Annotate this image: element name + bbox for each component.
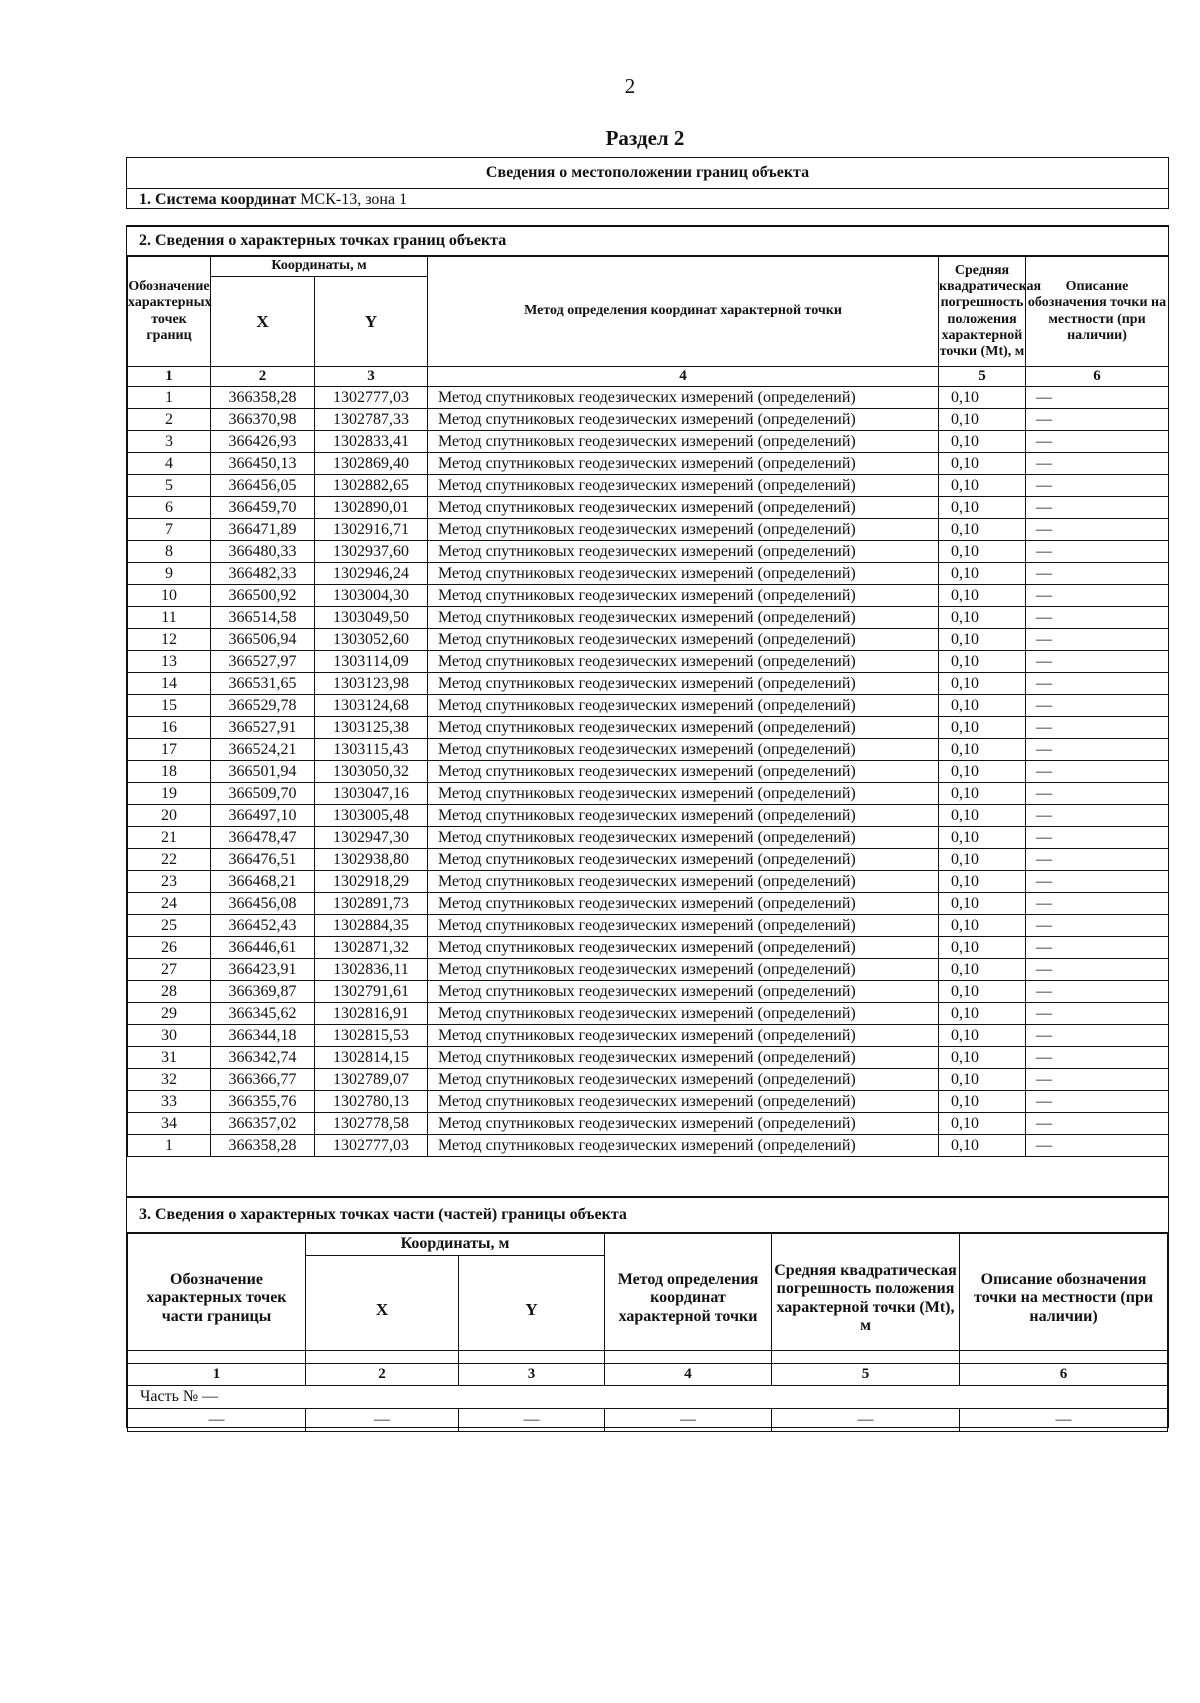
accuracy-cell: 0,10 [939, 1025, 1026, 1047]
method-cell: Метод спутниковых геодезических измерений (определений) [428, 1091, 939, 1113]
part-boundary-title: 3. Сведения о характерных точках части (частей) границы объекта [127, 1198, 1168, 1233]
dash-cell: — [605, 1409, 772, 1432]
header-x: X [211, 277, 315, 367]
coord-y: 1302937,60 [315, 541, 428, 563]
method-cell: Метод спутниковых геодезических измерений (определений) [428, 893, 939, 915]
table-row [128, 673, 1169, 695]
description-cell: — [1026, 475, 1169, 497]
dash-cell: — [960, 1409, 1168, 1432]
coord-x: 366456,05 [211, 475, 315, 497]
col-number: 5 [772, 1364, 960, 1386]
description-cell: — [1026, 1091, 1169, 1113]
point-id: 15 [128, 695, 211, 717]
coord-y: 1303052,60 [315, 629, 428, 651]
part-header-accuracy: Средняя квадратическая погрешность положения характерной точки (Mt), м [772, 1234, 960, 1364]
coord-x: 366527,91 [211, 717, 315, 739]
point-id: 14 [128, 673, 211, 695]
method-cell: Метод спутниковых геодезических измерений (определений) [428, 629, 939, 651]
description-cell: — [1026, 629, 1169, 651]
accuracy-cell: 0,10 [939, 981, 1026, 1003]
coord-y: 1302778,58 [315, 1113, 428, 1135]
coord-x: 366426,93 [211, 431, 315, 453]
coord-x: 366370,98 [211, 409, 315, 431]
coord-y: 1302947,30 [315, 827, 428, 849]
coord-y: 1302777,03 [315, 1135, 428, 1157]
coord-y: 1303114,09 [315, 651, 428, 673]
coord-x: 366476,51 [211, 849, 315, 871]
method-cell: Метод спутниковых геодезических измерений (определений) [428, 1069, 939, 1091]
point-id: 16 [128, 717, 211, 739]
coord-x: 366531,65 [211, 673, 315, 695]
description-cell: — [1026, 585, 1169, 607]
description-cell: — [1026, 431, 1169, 453]
coord-y: 1303125,38 [315, 717, 428, 739]
point-id: 31 [128, 1047, 211, 1069]
point-id: 32 [128, 1069, 211, 1091]
coord-y: 1303115,43 [315, 739, 428, 761]
accuracy-cell: 0,10 [939, 1069, 1026, 1091]
part-header-description: Описание обозначения точки на местности (при наличии) [960, 1234, 1168, 1364]
point-id: 29 [128, 1003, 211, 1025]
point-id: 23 [128, 871, 211, 893]
part-header-x: X [306, 1256, 459, 1364]
coordinate-system-label: 1. Система координат [139, 191, 297, 208]
accuracy-cell: 0,10 [939, 497, 1026, 519]
header-method: Метод определения координат характерной точки [428, 257, 939, 367]
accuracy-cell: 0,10 [939, 453, 1026, 475]
method-cell: Метод спутниковых геодезических измерений (определений) [428, 717, 939, 739]
coord-x: 366482,33 [211, 563, 315, 585]
description-cell: — [1026, 497, 1169, 519]
description-cell: — [1026, 563, 1169, 585]
method-cell: Метод спутниковых геодезических измерений (определений) [428, 805, 939, 827]
point-id: 3 [128, 431, 211, 453]
table-row [128, 519, 1169, 541]
point-id: 34 [128, 1113, 211, 1135]
method-cell: Метод спутниковых геодезических измерений (определений) [428, 915, 939, 937]
coord-x: 366459,70 [211, 497, 315, 519]
coord-y: 1302884,35 [315, 915, 428, 937]
method-cell: Метод спутниковых геодезических измерений (определений) [428, 695, 939, 717]
table-row [128, 959, 1169, 981]
part-header-method: Метод определения координат характерной точки [605, 1234, 772, 1364]
accuracy-cell: 0,10 [939, 607, 1026, 629]
point-id: 7 [128, 519, 211, 541]
table-row [128, 409, 1169, 431]
method-cell: Метод спутниковых геодезических измерений (определений) [428, 541, 939, 563]
description-cell: — [1026, 387, 1169, 409]
accuracy-cell: 0,10 [939, 783, 1026, 805]
coord-x: 366529,78 [211, 695, 315, 717]
coord-x: 366480,33 [211, 541, 315, 563]
coord-y: 1302938,80 [315, 849, 428, 871]
coord-y: 1302869,40 [315, 453, 428, 475]
point-id: 17 [128, 739, 211, 761]
coord-x: 366446,61 [211, 937, 315, 959]
accuracy-cell: 0,10 [939, 739, 1026, 761]
coord-y: 1302890,01 [315, 497, 428, 519]
section-title: Раздел 2 [605, 126, 685, 150]
description-cell: — [1026, 1135, 1169, 1157]
method-cell: Метод спутниковых геодезических измерений (определений) [428, 1135, 939, 1157]
col-number: 2 [306, 1364, 459, 1386]
point-id: 10 [128, 585, 211, 607]
coord-y: 1303005,48 [315, 805, 428, 827]
point-id: 11 [128, 607, 211, 629]
method-cell: Метод спутниковых геодезических измерений (определений) [428, 981, 939, 1003]
col-number: 1 [128, 367, 211, 387]
method-cell: Метод спутниковых геодезических измерений (определений) [428, 519, 939, 541]
accuracy-cell: 0,10 [939, 541, 1026, 563]
coord-y: 1302814,15 [315, 1047, 428, 1069]
coord-y: 1303124,68 [315, 695, 428, 717]
method-cell: Метод спутниковых геодезических измерений (определений) [428, 475, 939, 497]
method-cell: Метод спутниковых геодезических измерений (определений) [428, 497, 939, 519]
dash-cell: — [459, 1409, 605, 1432]
part-column-numbers-row [128, 1364, 1168, 1386]
table-row [128, 431, 1169, 453]
points-table-body [128, 387, 1169, 1157]
accuracy-cell: 0,10 [939, 805, 1026, 827]
table-row [128, 739, 1169, 761]
column-numbers-row [128, 367, 1169, 387]
accuracy-cell: 0,10 [939, 519, 1026, 541]
table-row [128, 1091, 1169, 1113]
col-number: 4 [428, 367, 939, 387]
point-id: 33 [128, 1091, 211, 1113]
table-row [128, 937, 1169, 959]
header-accuracy: Средняя квадратическая погрешность положения характерной точки (Mt), м [939, 257, 1026, 367]
coord-y: 1302836,11 [315, 959, 428, 981]
method-cell: Метод спутниковых геодезических измерений (определений) [428, 761, 939, 783]
accuracy-cell: 0,10 [939, 1047, 1026, 1069]
method-cell: Метод спутниковых геодезических измерений (определений) [428, 563, 939, 585]
point-id: 9 [128, 563, 211, 585]
description-cell: — [1026, 1069, 1169, 1091]
col-number: 6 [960, 1364, 1168, 1386]
coord-x: 366366,77 [211, 1069, 315, 1091]
accuracy-cell: 0,10 [939, 871, 1026, 893]
accuracy-cell: 0,10 [939, 717, 1026, 739]
method-cell: Метод спутниковых геодезических измерений (определений) [428, 1113, 939, 1135]
table-row [128, 1025, 1169, 1047]
description-cell: — [1026, 409, 1169, 431]
description-cell: — [1026, 673, 1169, 695]
point-id: 5 [128, 475, 211, 497]
accuracy-cell: 0,10 [939, 585, 1026, 607]
table-row [128, 629, 1169, 651]
point-id: 12 [128, 629, 211, 651]
point-id: 18 [128, 761, 211, 783]
method-cell: Метод спутниковых геодезических измерений (определений) [428, 585, 939, 607]
coord-y: 1302916,71 [315, 519, 428, 541]
coord-x: 366369,87 [211, 981, 315, 1003]
point-id: 26 [128, 937, 211, 959]
method-cell: Метод спутниковых геодезических измерений (определений) [428, 651, 939, 673]
accuracy-cell: 0,10 [939, 695, 1026, 717]
coord-x: 366357,02 [211, 1113, 315, 1135]
coord-x: 366423,91 [211, 959, 315, 981]
coord-x: 366471,89 [211, 519, 315, 541]
description-cell: — [1026, 453, 1169, 475]
coord-x: 366524,21 [211, 739, 315, 761]
coord-y: 1302918,29 [315, 871, 428, 893]
col-number: 3 [315, 367, 428, 387]
table-row [128, 1135, 1169, 1157]
table-row [128, 717, 1169, 739]
accuracy-cell: 0,10 [939, 475, 1026, 497]
coord-x: 366345,62 [211, 1003, 315, 1025]
table-row [128, 893, 1169, 915]
location-info-title: Сведения о местоположении границ объекта [127, 158, 1168, 189]
description-cell: — [1026, 893, 1169, 915]
boundary-points-title: 2. Сведения о характерных точках границ объекта [127, 227, 1168, 256]
description-cell: — [1026, 519, 1169, 541]
coord-y: 1302833,41 [315, 431, 428, 453]
table-row [128, 497, 1169, 519]
coord-y: 1302789,07 [315, 1069, 428, 1091]
accuracy-cell: 0,10 [939, 849, 1026, 871]
method-cell: Метод спутниковых геодезических измерений (определений) [428, 431, 939, 453]
header-description: Описание обозначения точки на местности (при наличии) [1026, 257, 1169, 367]
accuracy-cell: 0,10 [939, 629, 1026, 651]
table-row [128, 871, 1169, 893]
table-row [128, 695, 1169, 717]
coord-y: 1302815,53 [315, 1025, 428, 1047]
coord-y: 1302946,24 [315, 563, 428, 585]
point-id: 20 [128, 805, 211, 827]
accuracy-cell: 0,10 [939, 673, 1026, 695]
point-id: 13 [128, 651, 211, 673]
table-row [128, 475, 1169, 497]
table-row [128, 827, 1169, 849]
table-row [128, 651, 1169, 673]
point-id: 24 [128, 893, 211, 915]
description-cell: — [1026, 937, 1169, 959]
method-cell: Метод спутниковых геодезических измерений (определений) [428, 387, 939, 409]
description-cell: — [1026, 849, 1169, 871]
accuracy-cell: 0,10 [939, 651, 1026, 673]
accuracy-cell: 0,10 [939, 409, 1026, 431]
coord-x: 366514,58 [211, 607, 315, 629]
boundary-points-table [127, 256, 1169, 1157]
part-label: Часть № — [128, 1386, 1168, 1409]
method-cell: Метод спутниковых геодезических измерений (определений) [428, 849, 939, 871]
col-number: 4 [605, 1364, 772, 1386]
point-id: 4 [128, 453, 211, 475]
description-cell: — [1026, 607, 1169, 629]
part-label-row [128, 1386, 1168, 1409]
coord-x: 366500,92 [211, 585, 315, 607]
accuracy-cell: 0,10 [939, 1113, 1026, 1135]
part-header-coords: Координаты, м [306, 1234, 605, 1256]
accuracy-cell: 0,10 [939, 387, 1026, 409]
method-cell: Метод спутниковых геодезических измерений (определений) [428, 739, 939, 761]
description-cell: — [1026, 1047, 1169, 1069]
table-row [128, 761, 1169, 783]
coord-y: 1303047,16 [315, 783, 428, 805]
coord-x: 366452,43 [211, 915, 315, 937]
accuracy-cell: 0,10 [939, 1135, 1026, 1157]
table-row [128, 585, 1169, 607]
table-row [128, 1003, 1169, 1025]
table-row [128, 607, 1169, 629]
description-cell: — [1026, 1025, 1169, 1047]
method-cell: Метод спутниковых геодезических измерений (определений) [428, 409, 939, 431]
coord-x: 366478,47 [211, 827, 315, 849]
method-cell: Метод спутниковых геодезических измерений (определений) [428, 783, 939, 805]
coord-x: 366355,76 [211, 1091, 315, 1113]
coord-y: 1302891,73 [315, 893, 428, 915]
header-coords: Координаты, м [211, 257, 428, 277]
accuracy-cell: 0,10 [939, 563, 1026, 585]
coord-x: 366358,28 [211, 1135, 315, 1157]
description-cell: — [1026, 695, 1169, 717]
table-row [128, 915, 1169, 937]
description-cell: — [1026, 959, 1169, 981]
point-id: 21 [128, 827, 211, 849]
coord-y: 1303123,98 [315, 673, 428, 695]
method-cell: Метод спутниковых геодезических измерений (определений) [428, 959, 939, 981]
part-header-point: Обозначение характерных точек части границы [128, 1234, 306, 1364]
description-cell: — [1026, 717, 1169, 739]
description-cell: — [1026, 783, 1169, 805]
accuracy-cell: 0,10 [939, 937, 1026, 959]
description-cell: — [1026, 827, 1169, 849]
accuracy-cell: 0,10 [939, 761, 1026, 783]
method-cell: Метод спутниковых геодезических измерений (определений) [428, 1047, 939, 1069]
description-cell: — [1026, 981, 1169, 1003]
point-id: 22 [128, 849, 211, 871]
point-id: 30 [128, 1025, 211, 1047]
coord-y: 1302780,13 [315, 1091, 428, 1113]
table-row [128, 1069, 1169, 1091]
location-info-block [126, 157, 1169, 209]
table-row [128, 783, 1169, 805]
col-number: 5 [939, 367, 1026, 387]
coord-x: 366501,94 [211, 761, 315, 783]
method-cell: Метод спутниковых геодезических измерений (определений) [428, 453, 939, 475]
part-boundary-block [126, 1196, 1169, 1428]
coord-x: 366342,74 [211, 1047, 315, 1069]
header-y: Y [315, 277, 428, 367]
coord-x: 366509,70 [211, 783, 315, 805]
point-id: 6 [128, 497, 211, 519]
description-cell: — [1026, 761, 1169, 783]
accuracy-cell: 0,10 [939, 959, 1026, 981]
coord-x: 366497,10 [211, 805, 315, 827]
description-cell: — [1026, 541, 1169, 563]
point-id: 1 [128, 387, 211, 409]
description-cell: — [1026, 915, 1169, 937]
coord-x: 366468,21 [211, 871, 315, 893]
coord-y: 1302791,61 [315, 981, 428, 1003]
description-cell: — [1026, 805, 1169, 827]
table-row [128, 387, 1169, 409]
method-cell: Метод спутниковых геодезических измерений (определений) [428, 607, 939, 629]
accuracy-cell: 0,10 [939, 893, 1026, 915]
method-cell: Метод спутниковых геодезических измерений (определений) [428, 673, 939, 695]
coord-y: 1302787,33 [315, 409, 428, 431]
boundary-points-block [126, 225, 1169, 1351]
point-id: 1 [128, 1135, 211, 1157]
coord-y: 1302816,91 [315, 1003, 428, 1025]
part-boundary-table [127, 1233, 1168, 1432]
method-cell: Метод спутниковых геодезических измерений (определений) [428, 827, 939, 849]
table-row [128, 563, 1169, 585]
table-row [128, 805, 1169, 827]
point-id: 27 [128, 959, 211, 981]
coord-y: 1303049,50 [315, 607, 428, 629]
coordinate-system-value: МСК-13, зона 1 [296, 191, 408, 208]
description-cell: — [1026, 871, 1169, 893]
coord-y: 1303050,32 [315, 761, 428, 783]
coord-y: 1302777,03 [315, 387, 428, 409]
coordinate-system-row [127, 189, 1168, 211]
table-row [128, 981, 1169, 1003]
accuracy-cell: 0,10 [939, 431, 1026, 453]
point-id: 2 [128, 409, 211, 431]
description-cell: — [1026, 1113, 1169, 1135]
method-cell: Метод спутниковых геодезических измерений (определений) [428, 871, 939, 893]
description-cell: — [1026, 651, 1169, 673]
table-row [128, 453, 1169, 475]
coord-y: 1302882,65 [315, 475, 428, 497]
accuracy-cell: 0,10 [939, 915, 1026, 937]
coord-x: 366527,97 [211, 651, 315, 673]
coord-x: 366358,28 [211, 387, 315, 409]
coord-y: 1302871,32 [315, 937, 428, 959]
part-header-y: Y [459, 1256, 605, 1364]
coord-x: 366450,13 [211, 453, 315, 475]
accuracy-cell: 0,10 [939, 1003, 1026, 1025]
method-cell: Метод спутниковых геодезических измерений (определений) [428, 1003, 939, 1025]
point-id: 28 [128, 981, 211, 1003]
description-cell: — [1026, 739, 1169, 761]
coord-x: 366344,18 [211, 1025, 315, 1047]
coord-x: 366506,94 [211, 629, 315, 651]
accuracy-cell: 0,10 [939, 1091, 1026, 1113]
coord-x: 366456,08 [211, 893, 315, 915]
col-number: 3 [459, 1364, 605, 1386]
header-point: Обозначение характерных точек границ [128, 257, 211, 367]
method-cell: Метод спутниковых геодезических измерений (определений) [428, 1025, 939, 1047]
dash-cell: — [128, 1409, 306, 1432]
point-id: 8 [128, 541, 211, 563]
col-number: 2 [211, 367, 315, 387]
accuracy-cell: 0,10 [939, 827, 1026, 849]
description-cell: — [1026, 1003, 1169, 1025]
point-id: 19 [128, 783, 211, 805]
method-cell: Метод спутниковых геодезических измерений (определений) [428, 937, 939, 959]
part-dash-row [128, 1409, 1168, 1432]
table-row [128, 1113, 1169, 1135]
dash-cell: — [772, 1409, 960, 1432]
dash-cell: — [306, 1409, 459, 1432]
page-number: 2 [624, 74, 636, 98]
table-row [128, 1047, 1169, 1069]
point-id: 25 [128, 915, 211, 937]
col-number: 1 [128, 1364, 306, 1386]
table-row [128, 849, 1169, 871]
col-number: 6 [1026, 367, 1169, 387]
table-row [128, 541, 1169, 563]
coord-y: 1303004,30 [315, 585, 428, 607]
